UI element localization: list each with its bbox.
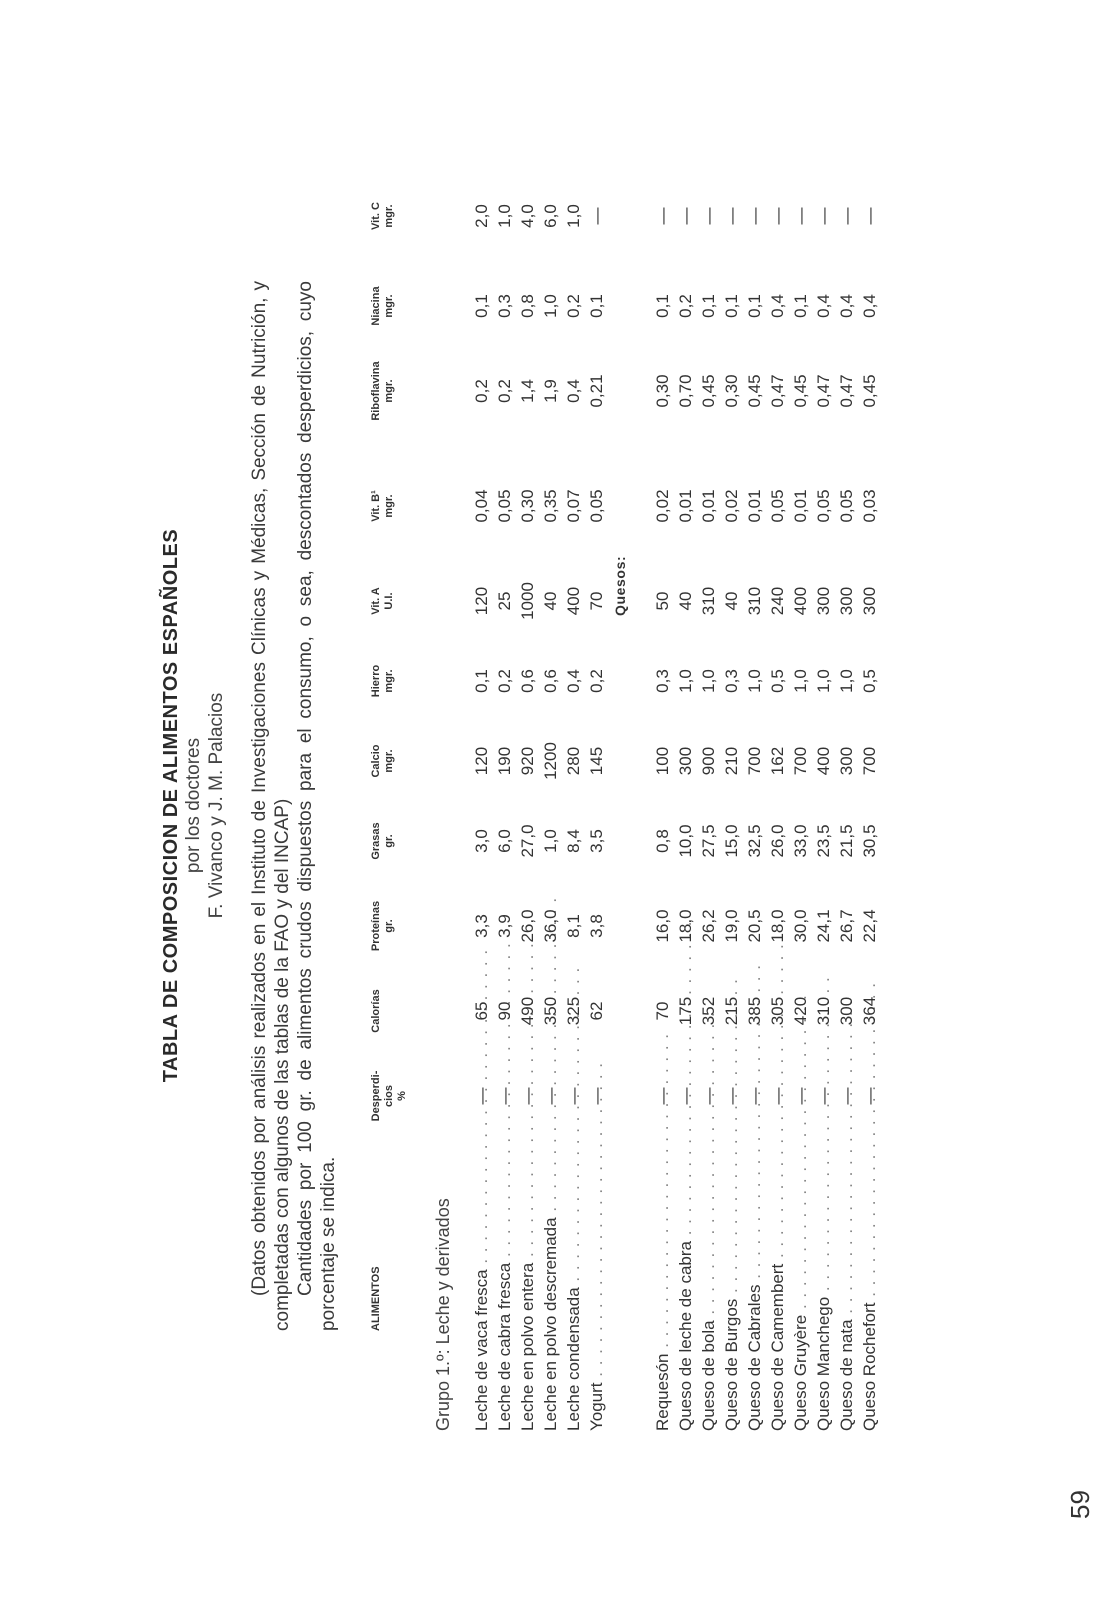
cell-desperdicios: —	[768, 1087, 787, 1105]
header-grasas: Grasas gr.	[370, 822, 395, 860]
table-row	[767, 0, 789, 1611]
cell-hierro: 0,1	[472, 669, 491, 693]
table-row	[721, 0, 743, 1611]
cell-proteinas: 26,2	[699, 909, 718, 943]
food-name: Yogurt . . .	[586, 1121, 608, 1431]
cell-calcio: 700	[791, 746, 810, 776]
table-row	[836, 0, 858, 1611]
cell-calorias: 310	[814, 996, 833, 1026]
cell-vit-a: 400	[791, 586, 810, 616]
intro-paragraph-1: (Datos obtenidos por análisis realizados en el Instituto de Investigaciones Clínicas y Médicas, Sección de Nutrición, y completadas con algunos de las tablas de la FAO y del INCAP)	[249, 281, 293, 1331]
cell-niacina: 0,8	[518, 294, 537, 318]
group-1-label: Grupo 1.º: Leche y derivados	[433, 1198, 453, 1431]
cell-calorias: 300	[837, 996, 856, 1026]
cell-vit-a: 70	[587, 591, 606, 611]
cell-vit-c: —	[791, 207, 810, 225]
header-vit-b1: Vit. B¹ mgr.	[370, 490, 395, 522]
cell-grasas: 27,5	[699, 824, 718, 858]
cell-grasas: 26,0	[768, 824, 787, 858]
cell-hierro: 0,5	[860, 669, 879, 693]
cell-calorias: 70	[653, 1001, 672, 1021]
cell-vit-a: 40	[722, 591, 741, 611]
cell-calcio: 210	[722, 746, 741, 776]
cell-riboflavina: 0,70	[676, 374, 695, 408]
cell-desperdicios: —	[518, 1087, 537, 1105]
food-name: Queso de leche de cabra . . .	[675, 1121, 697, 1431]
cell-riboflavina: 0,47	[768, 374, 787, 408]
cell-niacina: 0,4	[837, 294, 856, 318]
cell-vit-b1: 0,05	[837, 489, 856, 523]
cell-hierro: 0,6	[541, 669, 560, 693]
cell-calorias: 175	[676, 996, 695, 1026]
cell-calcio: 300	[837, 746, 856, 776]
cell-vit-a: 50	[653, 591, 672, 611]
cell-hierro: 0,3	[722, 669, 741, 693]
cell-riboflavina: 1,9	[541, 379, 560, 403]
cell-riboflavina: 0,47	[837, 374, 856, 408]
cell-hierro: 1,0	[837, 669, 856, 693]
cell-vit-b1: 0,05	[814, 489, 833, 523]
cell-vit-c: —	[676, 207, 695, 225]
cell-desperdicios: —	[814, 1087, 833, 1105]
cell-riboflavina: 0,45	[860, 374, 879, 408]
cell-vit-c: 6,0	[541, 204, 560, 228]
cell-niacina: 0,1	[699, 294, 718, 318]
cell-desperdicios: —	[745, 1087, 764, 1105]
cell-vit-a: 1000	[518, 582, 537, 620]
table-row	[563, 0, 585, 1611]
cell-vit-c: —	[587, 207, 606, 225]
cell-grasas: 3,5	[587, 829, 606, 853]
cell-calorias: 215	[722, 996, 741, 1026]
food-name: Queso Rochefort . . .	[859, 1121, 881, 1431]
table-row	[652, 0, 674, 1611]
cell-calcio: 1200	[541, 742, 560, 780]
header-alimentos: ALIMENTOS	[370, 1266, 382, 1331]
quesos-label: Quesos:	[612, 555, 628, 616]
cell-calorias: 62	[587, 1001, 606, 1021]
cell-grasas: 6,0	[495, 829, 514, 853]
cell-proteinas: 36,0	[541, 909, 560, 943]
cell-proteinas: 3,3	[472, 914, 491, 938]
cell-proteinas: 3,8	[587, 914, 606, 938]
table-row	[494, 0, 516, 1611]
cell-calcio: 280	[564, 746, 583, 776]
cell-vit-c: —	[860, 207, 879, 225]
cell-calcio: 700	[745, 746, 764, 776]
authors-names: F. Vivanco y J. M. Palacios	[206, 692, 227, 919]
cell-desperdicios: —	[791, 1087, 810, 1105]
cell-vit-b1: 0,01	[699, 489, 718, 523]
cell-calcio: 700	[860, 746, 879, 776]
cell-niacina: 0,1	[745, 294, 764, 318]
cell-grasas: 27,0	[518, 824, 537, 858]
food-name: Queso de bola . . .	[698, 1121, 720, 1431]
cell-vit-c: —	[722, 207, 741, 225]
cell-niacina: 0,2	[564, 294, 583, 318]
page-number: 59	[1065, 1490, 1095, 1519]
cell-proteinas: 20,5	[745, 909, 764, 943]
header-riboflavina: Riboflavina mgr.	[370, 361, 395, 421]
cell-desperdicios: —	[541, 1087, 560, 1105]
cell-vit-b1: 0,02	[722, 489, 741, 523]
cell-calcio: 120	[472, 746, 491, 776]
cell-calorias: 385	[745, 996, 764, 1026]
cell-niacina: 0,4	[768, 294, 787, 318]
cell-hierro: 1,0	[791, 669, 810, 693]
cell-calcio: 162	[768, 746, 787, 776]
table-row	[675, 0, 697, 1611]
cell-hierro: 1,0	[699, 669, 718, 693]
food-name: Queso Manchego . . .	[813, 1121, 835, 1431]
cell-riboflavina: 0,30	[653, 374, 672, 408]
food-name: Queso de Burgos . . .	[721, 1121, 743, 1431]
table-row	[744, 0, 766, 1611]
cell-calorias: 325	[564, 996, 583, 1026]
cell-calorias: 352	[699, 996, 718, 1026]
cell-vit-c: —	[837, 207, 856, 225]
intro-paragraph-2: Cantidades por 100 gr. de alimentos crudos dispuestos para el consumo, o sea, descontados desperdicios, cuyo porcentaje se indica.	[295, 281, 339, 1331]
cell-calcio: 100	[653, 746, 672, 776]
table-row	[698, 0, 720, 1611]
cell-vit-a: 40	[541, 591, 560, 611]
cell-desperdicios: —	[653, 1087, 672, 1105]
cell-hierro: 0,2	[587, 669, 606, 693]
food-name: Leche de vaca fresca . . .	[471, 1121, 493, 1431]
header-vit-c: Vit. C mgr.	[370, 202, 395, 230]
cell-vit-c: —	[699, 207, 718, 225]
cell-riboflavina: 0,45	[745, 374, 764, 408]
cell-grasas: 1,0	[541, 829, 560, 853]
table-row	[471, 0, 493, 1611]
cell-grasas: 32,5	[745, 824, 764, 858]
cell-vit-b1: 0,01	[745, 489, 764, 523]
cell-desperdicios: —	[860, 1087, 879, 1105]
cell-desperdicios: —	[722, 1087, 741, 1105]
cell-vit-a: 310	[699, 586, 718, 616]
cell-calorias: 490	[518, 996, 537, 1026]
cell-vit-b1: 0,05	[768, 489, 787, 523]
cell-hierro: 0,5	[768, 669, 787, 693]
header-niacina: Niacina mgr.	[370, 286, 395, 326]
cell-vit-c: —	[814, 207, 833, 225]
cell-hierro: 1,0	[814, 669, 833, 693]
cell-vit-b1: 0,01	[791, 489, 810, 523]
cell-vit-a: 300	[837, 586, 856, 616]
cell-riboflavina: 0,45	[791, 374, 810, 408]
cell-calcio: 300	[676, 746, 695, 776]
cell-desperdicios: —	[564, 1087, 583, 1105]
cell-niacina: 0,1	[722, 294, 741, 318]
cell-calcio: 190	[495, 746, 514, 776]
food-name: Queso Gruyère . . .	[790, 1121, 812, 1431]
food-name: Queso de Cabrales . . .	[744, 1121, 766, 1431]
cell-desperdicios: —	[472, 1087, 491, 1105]
cell-grasas: 10,0	[676, 824, 695, 858]
cell-niacina: 0,1	[653, 294, 672, 318]
cell-desperdicios: —	[587, 1087, 606, 1105]
cell-vit-b1: 0,01	[676, 489, 695, 523]
cell-niacina: 0,1	[472, 294, 491, 318]
table-row	[790, 0, 812, 1611]
cell-calorias: 420	[791, 996, 810, 1026]
cell-riboflavina: 1,4	[518, 379, 537, 403]
cell-grasas: 8,4	[564, 829, 583, 853]
cell-calorias: 364	[860, 996, 879, 1026]
cell-vit-a: 300	[814, 586, 833, 616]
table-row	[540, 0, 562, 1611]
cell-proteinas: 22,4	[860, 909, 879, 943]
cell-proteinas: 26,7	[837, 909, 856, 943]
cell-proteinas: 30,0	[791, 909, 810, 943]
cell-hierro: 1,0	[745, 669, 764, 693]
intro-text	[248, 281, 340, 1331]
cell-calcio: 400	[814, 746, 833, 776]
cell-vit-a: 400	[564, 586, 583, 616]
authors-intro: por los doctores	[183, 737, 204, 874]
cell-calorias: 350	[541, 996, 560, 1026]
table-row	[517, 0, 539, 1611]
cell-grasas: 23,5	[814, 824, 833, 858]
header-hierro: Hierro mgr.	[370, 664, 395, 698]
cell-riboflavina: 0,47	[814, 374, 833, 408]
cell-niacina: 0,4	[814, 294, 833, 318]
cell-niacina: 1,0	[541, 294, 560, 318]
cell-riboflavina: 0,2	[495, 379, 514, 403]
cell-proteinas: 19,0	[722, 909, 741, 943]
header-calcio: Calcio mgr.	[370, 744, 395, 778]
cell-hierro: 0,6	[518, 669, 537, 693]
cell-grasas: 0,8	[653, 829, 672, 853]
header-proteinas: Proteínas gr.	[370, 900, 395, 952]
cell-hierro: 0,4	[564, 669, 583, 693]
cell-vit-b1: 0,07	[564, 489, 583, 523]
cell-vit-a: 25	[495, 591, 514, 611]
cell-vit-c: —	[768, 207, 787, 225]
cell-vit-a: 300	[860, 586, 879, 616]
header-calorias: Calorías	[370, 989, 382, 1033]
cell-hierro: 0,3	[653, 669, 672, 693]
cell-niacina: 0,2	[676, 294, 695, 318]
cell-calorias: 90	[495, 1001, 514, 1021]
table-row	[813, 0, 835, 1611]
cell-calcio: 145	[587, 746, 606, 776]
cell-desperdicios: —	[837, 1087, 856, 1105]
cell-desperdicios: —	[495, 1087, 514, 1105]
cell-vit-c: —	[745, 207, 764, 225]
food-name: Leche de cabra fresca . . .	[494, 1121, 516, 1431]
cell-niacina: 0,1	[791, 294, 810, 318]
cell-vit-b1: 0,30	[518, 489, 537, 523]
page-title: TABLA DE COMPOSICION DE ALIMENTOS ESPAÑOLES	[160, 528, 182, 1083]
cell-proteinas: 18,0	[676, 909, 695, 943]
cell-niacina: 0,1	[587, 294, 606, 318]
table-row	[859, 0, 881, 1611]
cell-grasas: 15,0	[722, 824, 741, 858]
header-desperdicios: Desperdi- cios %	[370, 1070, 408, 1122]
food-name: Requesón . . .	[652, 1121, 674, 1431]
cell-desperdicios: —	[676, 1087, 695, 1105]
cell-grasas: 30,5	[860, 824, 879, 858]
cell-niacina: 0,4	[860, 294, 879, 318]
cell-proteinas: 26,0	[518, 909, 537, 943]
cell-vit-a: 40	[676, 591, 695, 611]
cell-niacina: 0,3	[495, 294, 514, 318]
food-name: Leche condensada . . .	[563, 1121, 585, 1431]
cell-calorias: 65	[472, 1001, 491, 1021]
cell-vit-b1: 0,35	[541, 489, 560, 523]
header-vit-a: Vit. A U.I.	[370, 587, 395, 615]
cell-proteinas: 16,0	[653, 909, 672, 943]
food-name: Leche en polvo entera . . .	[517, 1121, 539, 1431]
cell-vit-b1: 0,03	[860, 489, 879, 523]
cell-vit-a: 310	[745, 586, 764, 616]
cell-riboflavina: 0,30	[722, 374, 741, 408]
table-row	[586, 0, 608, 1611]
cell-calcio: 920	[518, 746, 537, 776]
cell-riboflavina: 0,2	[472, 379, 491, 403]
cell-vit-c: 4,0	[518, 204, 537, 228]
cell-vit-c: 1,0	[495, 204, 514, 228]
cell-grasas: 33,0	[791, 824, 810, 858]
cell-hierro: 0,2	[495, 669, 514, 693]
cell-vit-c: —	[653, 207, 672, 225]
cell-vit-a: 120	[472, 586, 491, 616]
cell-riboflavina: 0,4	[564, 379, 583, 403]
cell-vit-c: 2,0	[472, 204, 491, 228]
cell-grasas: 21,5	[837, 824, 856, 858]
cell-hierro: 1,0	[676, 669, 695, 693]
food-name: Queso de nata . . .	[836, 1121, 858, 1431]
cell-vit-b1: 0,04	[472, 489, 491, 523]
cell-desperdicios: —	[699, 1087, 718, 1105]
cell-calorias: 305	[768, 996, 787, 1026]
cell-grasas: 3,0	[472, 829, 491, 853]
cell-proteinas: 8,1	[564, 914, 583, 938]
cell-calcio: 900	[699, 746, 718, 776]
food-name: Queso de Camembert . . .	[767, 1121, 789, 1431]
cell-vit-c: 1,0	[564, 204, 583, 228]
food-name: Leche en polvo descremada . . .	[540, 1121, 562, 1431]
cell-proteinas: 3,9	[495, 914, 514, 938]
cell-riboflavina: 0,45	[699, 374, 718, 408]
cell-riboflavina: 0,21	[587, 374, 606, 408]
cell-vit-b1: 0,05	[587, 489, 606, 523]
cell-vit-b1: 0,02	[653, 489, 672, 523]
cell-proteinas: 24,1	[814, 909, 833, 943]
cell-proteinas: 18,0	[768, 909, 787, 943]
cell-vit-a: 240	[768, 586, 787, 616]
cell-vit-b1: 0,05	[495, 489, 514, 523]
